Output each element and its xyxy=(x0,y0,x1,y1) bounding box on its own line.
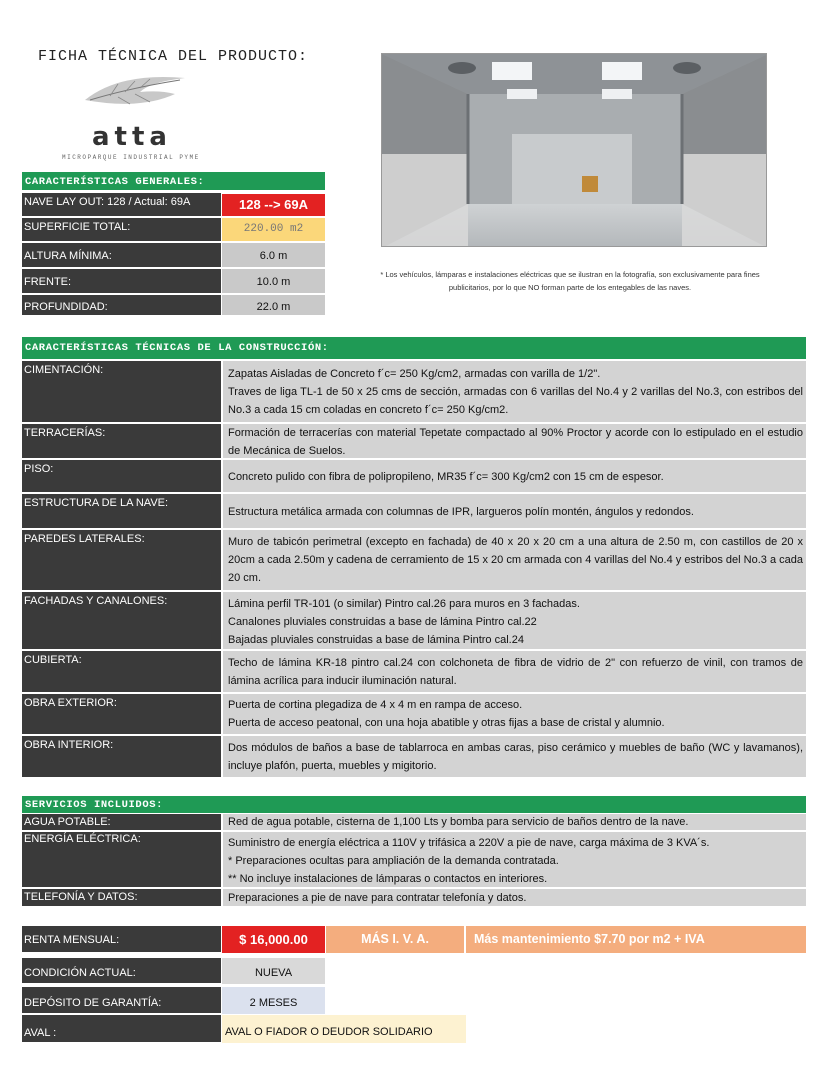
leaf-logo-icon xyxy=(80,70,190,122)
construction-label-interior: OBRA INTERIOR: xyxy=(22,736,221,778)
service-label-telefonia: TELEFONÍA Y DATOS: xyxy=(22,889,221,907)
text-line: Dos módulos de baños a base de tablarroca en ambas caras, piso cerámico y muebles de baño (WC y lavamanos), incluye plafón, puerta, muebles y migitorio. xyxy=(228,742,803,772)
text-line: Concreto pulido con fibra de polipropileno, MR35 f´c= 300 Kg/cm2 con 15 cm de espesor. xyxy=(228,471,664,483)
general-label-layout: NAVE LAY OUT: 128 / Actual: 69A xyxy=(22,193,221,217)
warehouse-photo xyxy=(381,53,767,247)
construction-text-cimentacion xyxy=(222,361,806,423)
text-line: Preparaciones a pie de nave para contratar telefonía y datos. xyxy=(228,892,527,904)
construction-text-terracerias xyxy=(222,424,806,459)
construction-text-fachadas xyxy=(222,592,806,650)
service-label-agua: AGUA POTABLE: xyxy=(22,814,221,831)
construction-label-paredes: PAREDES LATERALES: xyxy=(22,530,221,591)
construction-text-interior xyxy=(222,736,806,778)
text-line: Muro de tabicón perimetral (excepto en fachada) de 40 x 20 x 20 cm a una altura de 2.50 m, con castillos de 20 x 20cm a cada 2.50m y cadena de cerramiento de 15 x 20 cm armada con 4 varillas del No.4 y estribos del No.3 a cada 20 cm. xyxy=(228,536,803,584)
text-line: ** No incluye instalaciones de lámparas o contactos en interiores. xyxy=(228,873,548,885)
text-line: Bajadas pluviales construidas a base de lámina Pintro cal.24 xyxy=(228,634,524,646)
condition-label: CONDICIÓN ACTUAL: xyxy=(22,958,221,984)
rent-value: $ 16,000.00 xyxy=(222,926,325,953)
general-label-surface: SUPERFICIE TOTAL: xyxy=(22,218,221,242)
text-line: Canalones pluviales construidas a base de lámina Pintro cal.22 xyxy=(228,616,537,628)
atta-logo xyxy=(62,70,212,165)
construction-text-cubierta xyxy=(222,651,806,693)
service-text-telefonia xyxy=(222,889,806,907)
deposit-label: DEPÓSITO DE GARANTÍA: xyxy=(22,987,221,1014)
depth-value: 22.0 m xyxy=(222,295,325,316)
surface-value: 220.00 m2 xyxy=(222,218,325,241)
construction-label-exterior: OBRA EXTERIOR: xyxy=(22,694,221,735)
rent-label: RENTA MENSUAL: xyxy=(22,926,221,953)
guarantor-value: AVAL O FIADOR O DEUDOR SOLIDARIO xyxy=(222,1015,466,1043)
rent-iva-note: MÁS I. V. A. xyxy=(326,926,464,953)
guarantor-label: AVAL : xyxy=(22,1015,221,1043)
height-value: 6.0 m xyxy=(222,243,325,268)
text-line: Techo de lámina KR-18 pintro cal.24 con colchoneta de fibra de vidrio de 2" con refuerzo de vinil, con tramos de lámina acrílica para inducir iluminación natural. xyxy=(228,657,803,687)
text-line: Puerta de cortina plegadiza de 4 x 4 m en rampa de acceso. xyxy=(228,699,523,711)
condition-value: NUEVA xyxy=(222,958,325,984)
construction-text-estructura xyxy=(222,494,806,529)
service-label-energia: ENERGÍA ELÉCTRICA: xyxy=(22,832,221,888)
text-line: * Preparaciones ocultas para ampliación de la demanda contratada. xyxy=(228,855,559,867)
logo-wordmark: atta xyxy=(92,122,172,152)
construction-label-cimentacion: CIMENTACIÓN: xyxy=(22,361,221,423)
text-line: Traves de liga TL-1 de 50 x 25 cms de sección, armadas con 6 varillas del No.4 y 2 varillas del No.3, con estribos del No.3 a cada 15 cm coladas en concreto f´c= 250 Kg/cm2. xyxy=(228,386,803,416)
construction-label-terracerias: TERRACERÍAS: xyxy=(22,424,221,459)
construction-text-paredes xyxy=(222,530,806,591)
construction-text-piso xyxy=(222,460,806,493)
text-line: Red de agua potable, cisterna de 1,100 Lts y bomba para servicio de baños dentro de la nave. xyxy=(228,816,689,828)
general-heading: CARACTERÍSTICAS GENERALES: xyxy=(22,172,325,190)
general-label-front: FRENTE: xyxy=(22,269,221,294)
construction-label-cubierta: CUBIERTA: xyxy=(22,651,221,693)
text-line: Puerta de acceso peatonal, con una hoja abatible y otras fijas a base de cristal y alumnio. xyxy=(228,717,665,729)
text-line: Estructura metálica armada con columnas de IPR, largueros polín montén, ángulos y redondos. xyxy=(228,506,694,518)
services-heading: SERVICIOS INCLUIDOS: xyxy=(22,796,806,813)
general-label-height: ALTURA MÍNIMA: xyxy=(22,243,221,268)
logo-subtitle: MICROPARQUE INDUSTRIAL PYME xyxy=(62,154,200,161)
service-text-agua xyxy=(222,814,806,831)
text-line: Zapatas Aisladas de Concreto f´c= 250 Kg/cm2, armadas con varilla de 1/2". xyxy=(228,368,601,380)
text-line: Formación de terracerías con material Tepetate compactado al 90% Proctor y acorde con lo estipulado en el estudio de Mecánica de Suelos. xyxy=(228,427,803,457)
front-value: 10.0 m xyxy=(222,269,325,294)
general-label-depth: PROFUNDIDAD: xyxy=(22,295,221,316)
construction-text-exterior xyxy=(222,694,806,735)
construction-heading: CARACTERÍSTICAS TÉCNICAS DE LA CONSTRUCCIÓN: xyxy=(22,337,806,359)
photo-disclaimer: * Los vehículos, lámparas e instalaciones eléctricas que se ilustran en la fotografía, son exclusivamente para fines publicitarios, por lo que NO forman parte de los entegables de las naves. xyxy=(380,270,760,292)
construction-label-estructura: ESTRUCTURA DE LA NAVE: xyxy=(22,494,221,529)
text-line: Suministro de energía eléctrica a 110V y trifásica a 220V a pie de nave, carga máxima de 3 KVA´s. xyxy=(228,837,710,849)
construction-label-fachadas: FACHADAS Y CANALONES: xyxy=(22,592,221,650)
deposit-value: 2 MESES xyxy=(222,987,325,1014)
text-line: Lámina perfil TR-101 (o similar) Pintro cal.26 para muros en 3 fachadas. xyxy=(228,598,580,610)
service-text-energia xyxy=(222,832,806,888)
construction-label-piso: PISO: xyxy=(22,460,221,493)
maintenance-note: Más mantenimiento $7.70 por m2 + IVA xyxy=(466,926,806,953)
layout-badge: 128 --> 69A xyxy=(222,194,325,216)
page-title: FICHA TÉCNICA DEL PRODUCTO: xyxy=(38,48,309,65)
